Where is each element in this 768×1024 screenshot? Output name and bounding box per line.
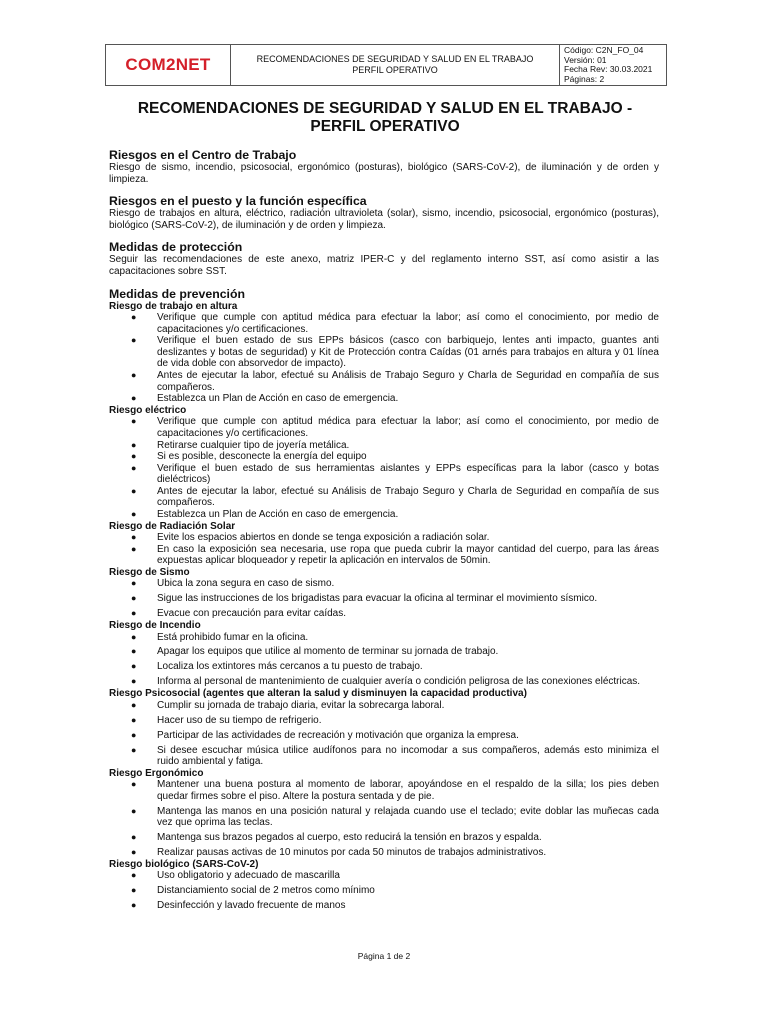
list-altura	[109, 312, 659, 405]
subsection-title-ergonomico: Riesgo Ergonómico	[109, 767, 204, 779]
bullet-icon: ●	[131, 832, 137, 843]
subsection-title-sismo: Riesgo de Sismo	[109, 566, 190, 578]
header-title-line2: PERFIL OPERATIVO	[352, 65, 438, 75]
section-text: Riesgo de sismo, incendio, psicosocial, ergonómico (posturas), biológico (SARS-CoV-2), de iluminación y de orden y limpieza.	[109, 162, 659, 185]
header-doc-title	[231, 45, 560, 85]
list-item: ● Apagar los equipos que utilice al momento de terminar su jornada de trabajo.	[131, 646, 499, 658]
bullet-icon: ●	[131, 439, 137, 450]
bullet-icon: ●	[131, 543, 137, 554]
bullet-icon: ●	[131, 532, 137, 543]
bullet-icon: ●	[131, 744, 137, 755]
subsection-title-altura: Riesgo de trabajo en altura	[109, 300, 238, 312]
bullet-icon: ●	[131, 631, 137, 642]
list-incendio	[109, 632, 659, 689]
bullet-icon: ●	[131, 451, 137, 462]
section-heading: Medidas de protección	[109, 240, 243, 255]
bullet-icon: ●	[131, 509, 137, 520]
list-item: ● Uso obligatorio y adecuado de mascarilla	[131, 870, 340, 882]
list-item: ● Mantenga las manos en una posición natural y relajada cuando use el teclado; evite doblar las muñecas cada vez que oprima las teclas.	[131, 805, 659, 829]
document-body	[109, 148, 659, 912]
bullet-icon: ●	[131, 462, 137, 473]
section-heading: Riesgos en el puesto y la función específica	[109, 194, 367, 209]
list-item: ● Distanciamiento social de 2 metros como mínimo	[131, 885, 375, 897]
header-meta	[560, 45, 666, 85]
bullet-icon: ●	[131, 847, 137, 858]
list-item: ● Establezca un Plan de Acción en caso de emergencia.	[131, 509, 399, 521]
bullet-icon: ●	[131, 661, 137, 672]
list-item: ● Mantenga sus brazos pegados al cuerpo, esto reducirá la tensión en brazos y espalda.	[131, 832, 542, 844]
section-text: Riesgo de trabajos en altura, eléctrico, radiación ultravioleta (solar), sismo, incendio, psicosocial, ergonómico (posturas), biológico (SARS-CoV-2), de iluminación y de orden y limpieza.	[109, 208, 659, 231]
bullet-icon: ●	[131, 370, 137, 381]
bullet-icon: ●	[131, 393, 137, 404]
bullet-icon: ●	[131, 870, 137, 881]
section-medidas-prevencion	[109, 287, 659, 912]
list-item: ● Hacer uso de su tiempo de refrigerio.	[131, 714, 322, 726]
subsection-title-electrico: Riesgo eléctrico	[109, 404, 187, 416]
meta-version: Versión: 01	[564, 54, 607, 65]
list-item: ● Realizar pausas activas de 10 minutos por cada 50 minutos de trabajos administrativos.	[131, 847, 547, 859]
section-centro-trabajo	[109, 148, 659, 185]
page-title-line1: RECOMENDACIONES DE SEGURIDAD Y SALUD EN EL TRABAJO -	[137, 100, 633, 117]
company-logo	[106, 45, 231, 85]
list-item: ● Antes de ejecutar la labor, efectué su Análisis de Trabajo Seguro y Charla de Seguridad en compañía de sus compañeros.	[131, 485, 659, 509]
list-item: ● En caso la exposición sea necesaria, use ropa que pueda cubrir la mayor cantidad del cuerpo, para las áreas expuestas aplicar bloqueador y repetir la aplicación en intervalos de 50min.	[131, 543, 659, 567]
bullet-icon: ●	[131, 485, 137, 496]
document-header	[105, 44, 667, 86]
list-item: ● Participar de las actividades de recreación y motivación que organiza la empresa.	[131, 729, 519, 741]
bullet-icon: ●	[131, 676, 137, 687]
bullet-icon: ●	[131, 593, 137, 604]
bullet-icon: ●	[131, 714, 137, 725]
bullet-icon: ●	[131, 805, 137, 816]
list-item: ● Cumplir su jornada de trabajo diaria, evitar la sobrecarga laboral.	[131, 699, 445, 711]
list-ergonomico	[109, 779, 659, 859]
meta-revision-date: Fecha Rev: 30.03.2021	[564, 64, 653, 75]
list-biologico	[109, 870, 659, 912]
meta-code: Código: C2N_FO_04	[564, 45, 644, 55]
list-item: ● Evite los espacios abiertos en donde se tenga exposición a radiación solar.	[131, 532, 490, 544]
list-item: ● Localiza los extintores más cercanos a tu puesto de trabajo.	[131, 661, 423, 673]
list-item: ● Retirarse cualquier tipo de joyería metálica.	[131, 439, 350, 451]
page-title-line2: PERFIL OPERATIVO	[310, 118, 460, 135]
bullet-icon: ●	[131, 699, 137, 710]
list-solar	[109, 532, 659, 567]
subsection-title-biologico: Riesgo biológico (SARS-CoV-2)	[109, 858, 259, 870]
section-medidas-proteccion	[109, 240, 659, 277]
bullet-icon: ●	[131, 312, 137, 323]
list-item: ● Verifique el buen estado de sus herramientas aislantes y EPPs específicas para la labor (casco y botas dieléctricos)	[131, 462, 659, 486]
subsection-title-incendio: Riesgo de Incendio	[109, 620, 201, 631]
bullet-icon: ●	[131, 335, 137, 346]
logo-text: COM2NET	[125, 55, 211, 74]
list-item: ● Si desee escuchar música utilice audífonos para no incomodar a sus compañeros, además esto minimiza el ruido ambiental y fatiga.	[131, 744, 659, 768]
list-sismo	[109, 578, 659, 620]
subsection-title-solar: Riesgo de Radiación Solar	[109, 520, 236, 532]
section-heading: Riesgos en el Centro de Trabajo	[109, 148, 297, 162]
list-item: ● Informa al personal de mantenimiento de cualquier avería o condición peligrosa de las conexiones eléctricas.	[131, 676, 641, 688]
list-psicosocial	[109, 700, 659, 768]
page-number-footer: Página 1 de 2	[357, 951, 411, 961]
section-puesto-funcion	[109, 194, 659, 231]
list-item: ● Mantener una buena postura al momento de laborar, apoyándose en el respaldo de la silla; los pies deben quedar firmes sobre el piso. Altere la postura sentada y de pie.	[131, 779, 659, 802]
list-item: ● Evacue con precaución para evitar caídas.	[131, 608, 346, 620]
bullet-icon: ●	[131, 885, 137, 896]
header-title-line1: RECOMENDACIONES DE SEGURIDAD Y SALUD EN EL TRABAJO	[256, 54, 534, 64]
subsection-title-psicosocial: Riesgo Psicosocial (agentes que alteran la salud y disminuyen la capacidad productiva)	[109, 688, 527, 700]
bullet-icon: ●	[131, 900, 137, 911]
list-item: ● Verifique el buen estado de sus EPPs básicos (casco con barbiquejo, lentes anti impacto, guantes anti deslizantes y botas de seguridad) y Kit de Protección contra Caídas (01 arnés para trabajos en altura y 01 línea de vida doble con absorvedor de impacto).	[131, 335, 659, 370]
list-item: ● Si es posible, desconecte la energía del equipo	[131, 451, 367, 463]
bullet-icon: ●	[131, 779, 137, 790]
bullet-icon: ●	[131, 608, 137, 619]
list-item: ● Establezca un Plan de Acción en caso de emergencia.	[131, 393, 399, 405]
list-item: ● Ubica la zona segura en caso de sismo.	[131, 578, 335, 590]
section-text: Seguir las recomendaciones de este anexo, matriz IPER-C y del reglamento interno SST, así como asistir a las capacitaciones sobre SST.	[109, 254, 659, 277]
list-item: ● Está prohibido fumar en la oficina.	[131, 631, 309, 643]
list-item: ● Desinfección y lavado frecuente de manos	[131, 900, 346, 912]
list-electrico	[109, 416, 659, 520]
bullet-icon: ●	[131, 646, 137, 657]
list-item: ● Antes de ejecutar la labor, efectué su Análisis de Trabajo Seguro y Charla de Seguridad en compañía de sus compañeros.	[131, 370, 659, 393]
bullet-icon: ●	[131, 729, 137, 740]
page-title	[105, 100, 665, 136]
meta-pages: Páginas: 2	[564, 73, 605, 84]
list-item: ● Sigue las instrucciones de los brigadistas para evacuar la oficina al terminar el movimiento sísmico.	[131, 593, 598, 605]
section-heading: Medidas de prevención	[109, 286, 245, 301]
bullet-icon: ●	[131, 578, 137, 589]
list-item: ● Verifique que cumple con aptitud médica para efectuar la labor; así como el conocimiento, por medio de capacitaciones y/o certificaciones.	[131, 312, 659, 335]
bullet-icon: ●	[131, 416, 137, 427]
list-item: ● Verifique que cumple con aptitud médica para efectuar la labor; así como el conocimiento, por medio de capacitaciones y/o certificaciones.	[131, 416, 659, 439]
